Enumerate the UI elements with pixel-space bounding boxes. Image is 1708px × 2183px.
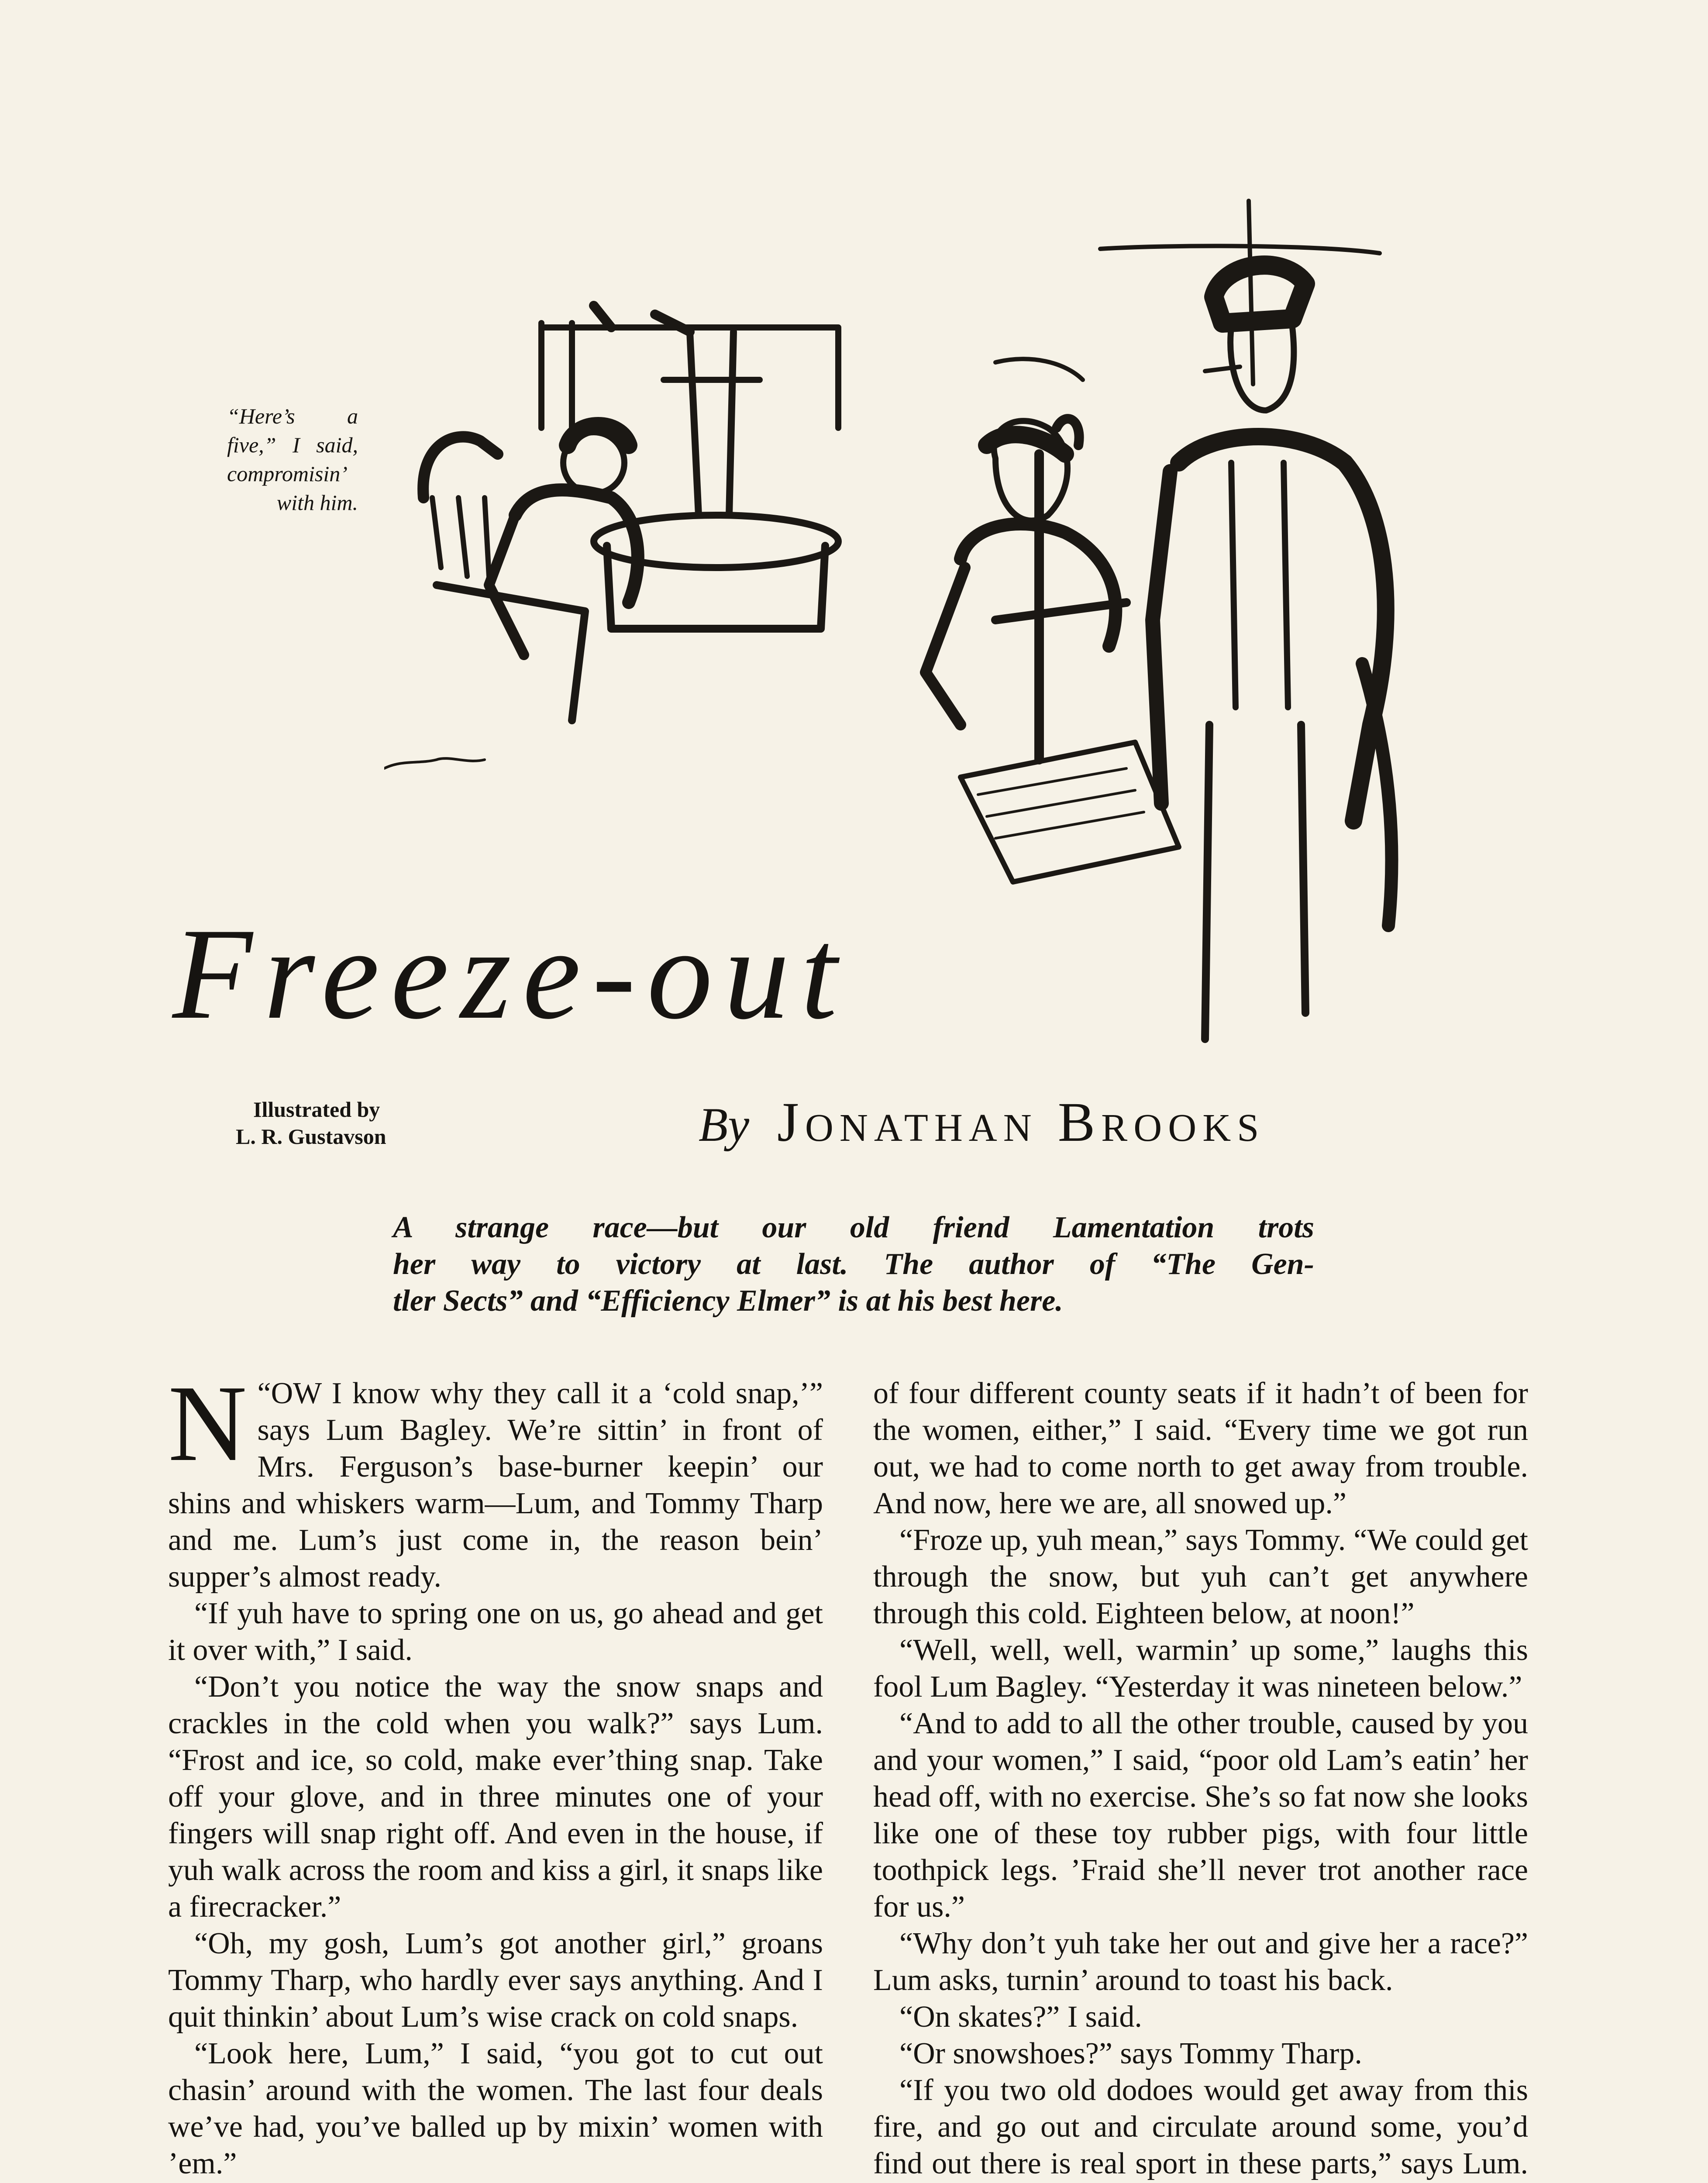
text-column-left xyxy=(168,1363,823,2183)
illustration-caption: “Here’s a five,” I said, compromisin’ with him. xyxy=(227,404,358,515)
paragraph xyxy=(168,1363,823,1595)
illustrator-credit xyxy=(236,1096,386,1150)
story-blurb xyxy=(393,1209,1314,1319)
paragraph: “Oh, my gosh, Lum’s got another girl,” groans Tommy Tharp, who hardly ever says anything. And I quit thinkin’ about Lum’s wise crack on cold snaps. xyxy=(168,1927,823,2034)
paragraph: “Why don’t yuh take her out and give her a race?” Lum asks, turnin’ around to toast his back. xyxy=(873,1927,1528,1997)
author-name: Jonathan Brooks xyxy=(777,1091,1265,1153)
paragraph: of four different county seats if it hadn’t of been for the women, either,” I said. “Every time we got run out, we had to come north to get away from trouble. And now, here we are, all snowed up.” xyxy=(873,1377,1528,1520)
opening-quote: “ xyxy=(257,1377,271,1410)
paragraph-text: OW I know why they call it a ‘cold snap,’” says Lum Bagley. We’re sittin’ in front of Mrs. Ferguson’s base-burner keepin’ our shins and whiskers warm—Lum, and Tommy Tharp and me. Lum’s just come in, the reason bein’ supper’s almost ready. xyxy=(168,1377,823,1594)
paragraph: “If yuh have to spring one on us, go ahead and get it over with,” I said. xyxy=(168,1597,823,1667)
blurb-line: her way to victory at last. The author of “The Gen- xyxy=(393,1247,1314,1281)
byline-by: By xyxy=(699,1098,750,1151)
drop-cap: N xyxy=(168,1363,247,1484)
blurb-line: tler Sects” and “Efficiency Elmer” is at his best here. xyxy=(393,1284,1063,1318)
paragraph: “Well, well, well, warmin’ up some,” laughs this fool Lum Bagley. “Yesterday it was nineteen below.” xyxy=(873,1633,1528,1704)
blurb-line: A strange race—but our old friend Lamentation trots xyxy=(393,1211,1314,1244)
paragraph: “On skates?” I said. xyxy=(899,2000,1142,2034)
paragraph: “If you two old dodoes would get away from this fire, and go out and circulate around some, you’d find out there is real sport in these parts,” says Lum. xyxy=(873,2073,1528,2180)
story-title: Freeze-out xyxy=(172,901,849,1046)
text-column-right xyxy=(873,1375,1528,2183)
paragraph: “Don’t you notice the way the snow snaps and crackles in the cold when you walk?” says Lum. “Frost and ice, so cold, make ever’thing snap. Take off your glove, and in three minutes one of your fingers will snap right off. And even in the house, if yuh walk across the room and kiss a girl, it snaps like a firecracker.” xyxy=(168,1670,823,1924)
illustrated-by-label: Illustrated by xyxy=(253,1097,380,1122)
paragraph: “Look here, Lum,” I said, “you got to cut out chasin’ around with the women. The last four deals we’ve had, you’ve balled up by mixin’ women with ’em.” xyxy=(168,2037,823,2180)
paragraph: “Froze up, yuh mean,” says Tommy. “We could get through the snow, but yuh can’t get anywhere through this cold. Eighteen below, at noon!” xyxy=(873,1523,1528,1630)
illustrator-name: L. R. Gustavson xyxy=(236,1124,386,1149)
paragraph: “Or snowshoes?” says Tommy Tharp. xyxy=(899,2037,1362,2070)
byline xyxy=(699,1092,1537,1170)
paragraph: “And to add to all the other trouble, caused by you and your women,” I said, “poor old Lam’s eatin’ her head off, with no exercise. She’s so fat now she looks like one of these toy rubber pigs, with four little toothpick legs. ’Fraid she’ll never trot another race for us.” xyxy=(873,1707,1528,1924)
